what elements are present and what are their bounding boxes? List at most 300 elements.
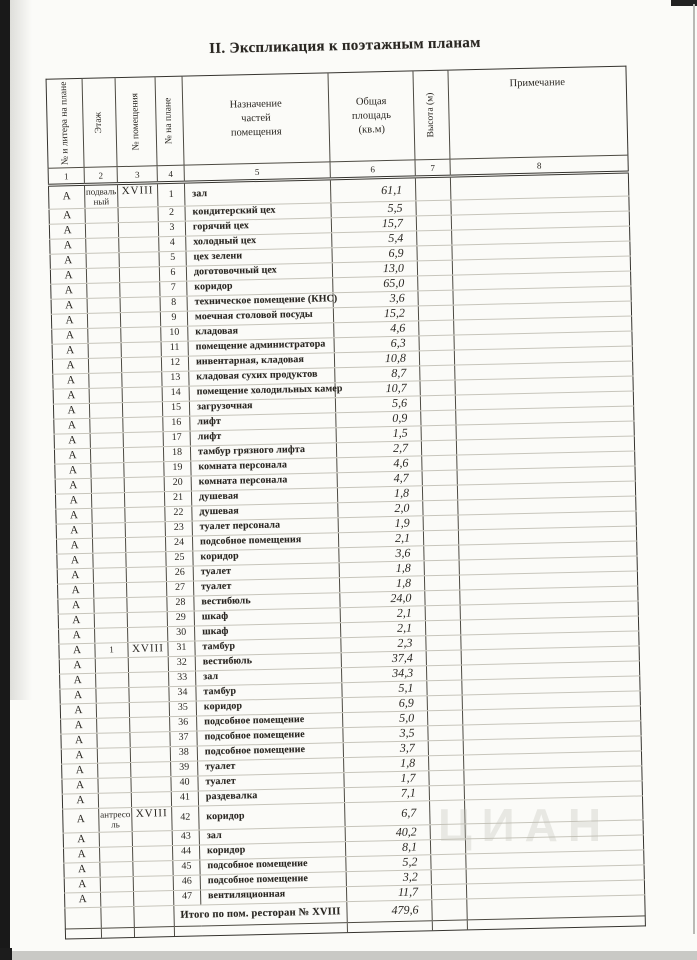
row-floor <box>86 252 119 268</box>
row-litera: А <box>58 583 94 599</box>
row-purpose: вестибюль <box>195 652 341 670</box>
row-area: 5,2 <box>346 854 431 871</box>
row-plan-number: 9 <box>160 311 187 327</box>
row-floor <box>97 732 130 748</box>
row-height <box>421 410 456 426</box>
row-purpose: комната персонала <box>191 472 337 490</box>
row-litera: А <box>53 388 89 404</box>
row-height <box>423 500 458 516</box>
row-plan-number: 19 <box>164 461 191 477</box>
row-litera: А <box>61 748 97 764</box>
row-room-number <box>130 731 170 747</box>
row-area: 40,2 <box>345 824 430 841</box>
row-height <box>415 176 451 200</box>
row-area: 61,1 <box>330 177 416 203</box>
row-area: 34,3 <box>341 665 426 682</box>
row-litera: А <box>53 403 89 419</box>
row-litera: А <box>57 553 93 569</box>
row-purpose: подсобное помещения <box>192 532 338 550</box>
row-purpose: помещение холодильных камер <box>189 382 335 400</box>
total-area: 479,6 <box>347 899 432 922</box>
row-floor <box>91 492 124 508</box>
row-height <box>416 200 451 216</box>
row-plan-number: 5 <box>159 251 186 267</box>
row-litera: А <box>55 478 91 494</box>
row-area: 1,8 <box>337 486 422 503</box>
row-plan-number: 31 <box>168 641 195 657</box>
row-area: 5,6 <box>335 396 420 413</box>
row-height <box>423 515 458 531</box>
row-area: 2,0 <box>338 501 423 518</box>
row-room-number <box>119 266 159 282</box>
row-area: 13,0 <box>332 261 417 278</box>
row-room-number <box>132 830 172 846</box>
page-title: II. Экспликация к поэтажным планам <box>208 34 481 58</box>
row-floor <box>97 717 130 733</box>
row-room-number: XVIII <box>132 806 173 831</box>
row-litera: А <box>62 778 98 794</box>
row-purpose: туалет <box>198 772 344 790</box>
row-floor <box>98 777 131 793</box>
row-litera: А <box>53 373 89 389</box>
row-litera: А <box>50 253 86 269</box>
row-room-number <box>120 281 160 297</box>
row-room-number <box>133 860 173 876</box>
row-height <box>424 545 459 561</box>
row-height <box>420 395 455 411</box>
row-floor <box>98 792 131 808</box>
scan-edge-bottom-corner <box>0 948 12 960</box>
row-room-number <box>122 371 162 387</box>
row-area: 4,7 <box>337 471 422 488</box>
row-height <box>425 620 460 636</box>
row-purpose: тамбур <box>195 637 341 655</box>
row-floor <box>90 432 123 448</box>
row-litera: А <box>62 793 98 809</box>
row-area: 3,6 <box>339 545 424 562</box>
row-litera: А <box>60 673 96 689</box>
row-room-number <box>131 791 171 807</box>
row-litera: А <box>54 433 90 449</box>
row-plan-number: 43 <box>172 830 199 846</box>
row-area: 6,9 <box>342 695 427 712</box>
row-litera: А <box>55 493 91 509</box>
row-height <box>426 635 461 651</box>
column-number: 5 <box>184 162 330 182</box>
row-floor <box>87 312 120 328</box>
row-floor <box>93 552 126 568</box>
row-area: 3,6 <box>333 291 418 308</box>
row-litera: А <box>58 613 94 629</box>
row-litera: А <box>48 184 85 208</box>
row-area: 1,8 <box>339 575 424 592</box>
row-room-number <box>125 521 165 537</box>
row-height <box>428 740 463 756</box>
row-floor <box>90 417 123 433</box>
row-floor <box>101 891 134 907</box>
row-plan-number: 41 <box>171 791 198 807</box>
row-floor <box>89 387 122 403</box>
row-purpose: коридор <box>196 697 342 715</box>
row-floor <box>88 342 121 358</box>
row-area: 4,6 <box>334 321 419 338</box>
row-plan-number: 32 <box>168 656 195 672</box>
row-area: 1,9 <box>338 516 423 533</box>
row-litera: А <box>54 448 90 464</box>
row-purpose: шкаф <box>194 607 340 625</box>
row-litera: А <box>63 847 99 863</box>
row-purpose: коридор <box>187 277 333 295</box>
row-litera: А <box>63 832 99 848</box>
row-plan-number: 3 <box>158 221 185 237</box>
row-purpose: коридор <box>199 802 346 829</box>
row-room-number <box>133 875 173 891</box>
table-section-1 <box>59 631 643 809</box>
row-room-number <box>123 446 163 462</box>
row-room-number <box>124 491 164 507</box>
row-litera: А <box>56 538 92 554</box>
row-room-number <box>126 581 166 597</box>
row-plan-number: 26 <box>166 566 193 582</box>
row-floor <box>89 402 122 418</box>
row-area: 8,1 <box>345 839 430 856</box>
row-height <box>419 335 454 351</box>
row-area: 8,7 <box>335 366 420 383</box>
row-floor <box>94 612 127 628</box>
row-room-number <box>132 845 172 861</box>
row-room-number <box>122 386 162 402</box>
row-room-number <box>129 686 169 702</box>
row-area: 6,9 <box>332 246 417 263</box>
row-room-number <box>130 746 170 762</box>
row-floor <box>93 567 126 583</box>
row-area: 3,7 <box>343 740 428 757</box>
row-height <box>428 755 463 771</box>
row-floor <box>96 687 129 703</box>
row-purpose: инвентарная, кладовая <box>188 352 334 370</box>
row-area: 6,7 <box>345 800 431 826</box>
row-height <box>423 530 458 546</box>
row-floor <box>90 447 123 463</box>
row-area: 10,7 <box>335 381 420 398</box>
row-height <box>425 590 460 606</box>
row-room-number <box>119 251 159 267</box>
row-height <box>428 725 463 741</box>
row-floor <box>91 462 124 478</box>
row-plan-number: 20 <box>164 476 191 492</box>
row-area: 4,6 <box>337 456 422 473</box>
row-plan-number: 1 <box>157 182 185 206</box>
row-height <box>424 560 459 576</box>
row-room-number: XVIII <box>128 641 168 657</box>
row-area: 37,4 <box>341 650 426 667</box>
row-height <box>417 230 452 246</box>
row-purpose: зал <box>184 179 330 206</box>
row-room-number <box>123 431 163 447</box>
row-plan-number: 17 <box>163 431 190 447</box>
row-purpose: цех зелени <box>186 248 332 266</box>
row-litera: А <box>55 463 91 479</box>
row-area: 5,4 <box>332 231 417 248</box>
row-litera: А <box>54 418 90 434</box>
row-area: 3,5 <box>343 725 428 742</box>
row-area: 1,5 <box>336 426 421 443</box>
row-height <box>431 884 466 900</box>
row-litera: А <box>61 718 97 734</box>
header-floor: Этаж <box>82 78 117 168</box>
row-purpose: холодный цех <box>186 233 332 251</box>
row-purpose: загрузочная <box>189 397 335 415</box>
row-plan-number: 24 <box>165 536 192 552</box>
row-room-number <box>120 296 160 312</box>
row-purpose: лифт <box>190 412 336 430</box>
row-purpose: зал <box>196 667 342 685</box>
row-area: 3,2 <box>346 869 431 886</box>
row-purpose: туалет <box>193 577 339 595</box>
row-height <box>426 650 461 666</box>
row-area: 1,7 <box>344 770 429 787</box>
row-purpose: подсобное помещение <box>197 712 343 730</box>
row-purpose: кладовая сухих продуктов <box>189 367 335 385</box>
row-purpose: подсобное помещение <box>197 727 343 745</box>
column-number: 8 <box>450 155 628 176</box>
row-height <box>427 680 462 696</box>
row-floor <box>85 222 118 238</box>
row-floor <box>93 582 126 598</box>
row-plan-number: 34 <box>169 686 196 702</box>
column-number: 2 <box>84 167 117 185</box>
row-purpose: подсобное помещение <box>200 856 346 874</box>
row-litera: А <box>52 328 88 344</box>
row-floor <box>97 747 130 763</box>
row-area: 65,0 <box>333 276 418 293</box>
row-purpose: лифт <box>190 427 336 445</box>
table-section-0 <box>48 172 638 644</box>
row-room-number <box>127 596 167 612</box>
row-height <box>429 770 464 786</box>
row-purpose: тамбур грязного лифта <box>190 442 336 460</box>
row-floor <box>99 846 132 862</box>
row-room-number <box>121 356 161 372</box>
row-area: 1,8 <box>344 755 429 772</box>
row-purpose: горячий цех <box>185 218 331 236</box>
scan-edge-left <box>0 0 10 952</box>
row-area: 1,8 <box>339 560 424 577</box>
total-empty-height <box>432 899 467 921</box>
row-height <box>431 854 466 870</box>
row-room-number <box>126 551 166 567</box>
row-room-number <box>122 401 162 417</box>
row-purpose: туалет <box>198 757 344 775</box>
row-plan-number: 47 <box>173 890 200 906</box>
row-floor <box>88 327 121 343</box>
row-purpose: тамбур <box>196 682 342 700</box>
row-plan-number: 11 <box>161 341 188 357</box>
row-litera: А <box>52 358 88 374</box>
row-purpose: коридор <box>193 547 339 565</box>
row-purpose: подсобное помещение <box>200 871 346 889</box>
row-room-number <box>121 326 161 342</box>
row-purpose: подсобное помещение <box>197 742 343 760</box>
row-litera: А <box>58 598 94 614</box>
row-plan-number: 39 <box>171 761 198 777</box>
row-area: 15,7 <box>331 216 416 233</box>
row-height <box>420 380 455 396</box>
row-room-number <box>118 221 158 237</box>
row-litera: А <box>63 808 100 833</box>
row-purpose: раздевалка <box>198 787 344 805</box>
row-area: 2,1 <box>340 620 425 637</box>
row-purpose: зал <box>199 826 345 844</box>
row-height <box>416 215 451 231</box>
row-room-number <box>126 566 166 582</box>
row-plan-number: 22 <box>165 506 192 522</box>
row-litera: А <box>64 877 100 893</box>
row-height <box>418 275 453 291</box>
row-floor <box>85 207 118 223</box>
row-litera: А <box>51 313 87 329</box>
row-floor <box>88 357 121 373</box>
row-floor: 1 <box>95 642 128 658</box>
row-litera: А <box>49 223 85 239</box>
row-purpose: вентиляционная <box>200 886 346 904</box>
row-plan-number: 7 <box>160 281 187 297</box>
row-area: 0,9 <box>336 411 421 428</box>
row-room-number <box>129 701 169 717</box>
row-plan-number: 16 <box>163 416 190 432</box>
table-header <box>46 66 628 185</box>
row-plan-number: 37 <box>170 731 197 747</box>
row-room-number <box>124 461 164 477</box>
total-empty-floor <box>101 906 134 928</box>
row-height <box>418 305 453 321</box>
row-floor <box>87 282 120 298</box>
row-plan-number: 23 <box>165 521 192 537</box>
row-litera: А <box>56 508 92 524</box>
row-purpose: душевая <box>192 502 338 520</box>
row-area: 5,0 <box>342 710 427 727</box>
row-litera: А <box>64 862 100 878</box>
row-height <box>421 440 456 456</box>
row-room-number <box>128 656 168 672</box>
row-floor <box>98 762 131 778</box>
total-label: Итого по пом. ресторан № XVIII <box>174 901 347 926</box>
row-height <box>419 350 454 366</box>
row-area: 2,7 <box>336 441 421 458</box>
row-floor <box>100 876 133 892</box>
row-purpose: комната персонала <box>191 457 337 475</box>
row-plan-number: 4 <box>159 236 186 252</box>
row-height <box>420 365 455 381</box>
row-litera: А <box>51 298 87 314</box>
row-floor <box>95 657 128 673</box>
row-purpose: помещение администратора <box>188 337 334 355</box>
row-floor <box>96 672 129 688</box>
row-plan-number: 8 <box>160 296 187 312</box>
row-room-number <box>124 476 164 492</box>
row-purpose: моечная столовой посуды <box>187 307 333 325</box>
row-room-number <box>125 536 165 552</box>
row-plan-number: 40 <box>171 776 198 792</box>
header-note: Примечание <box>448 66 628 159</box>
row-purpose: душевая <box>191 487 337 505</box>
header-height: Высота (м) <box>413 70 450 160</box>
row-litera: А <box>60 688 96 704</box>
row-room-number <box>125 506 165 522</box>
row-purpose: техническое помещение (КНС) <box>187 292 333 310</box>
row-purpose: туалет персонала <box>192 517 338 535</box>
row-plan-number: 12 <box>161 356 188 372</box>
row-floor <box>92 507 125 523</box>
row-room-number <box>128 626 168 642</box>
row-floor <box>89 372 122 388</box>
row-floor: подвальный <box>84 184 118 208</box>
row-plan-number: 10 <box>161 326 188 342</box>
row-room-number <box>119 236 159 252</box>
row-height <box>431 869 466 885</box>
row-floor: антресоль <box>99 807 133 832</box>
header-plan-litera: № и литера на плане <box>46 78 84 168</box>
row-litera: А <box>49 208 85 224</box>
row-height <box>422 485 457 501</box>
row-height <box>418 290 453 306</box>
row-height <box>417 245 452 261</box>
row-floor <box>86 267 119 283</box>
column-number: 3 <box>117 166 157 184</box>
scan-edge-bottom <box>0 951 697 960</box>
row-plan-number: 35 <box>169 701 196 717</box>
row-litera: А <box>65 892 101 908</box>
row-litera: А <box>57 568 93 584</box>
total-empty-room <box>134 905 174 927</box>
row-room-number <box>130 716 170 732</box>
site-watermark: ЦИАН <box>438 799 612 851</box>
row-area: 7,1 <box>344 785 429 802</box>
row-height <box>421 425 456 441</box>
row-purpose: кладовая <box>188 322 334 340</box>
row-litera: А <box>59 658 95 674</box>
column-number: 1 <box>48 167 84 185</box>
row-plan-number: 15 <box>162 401 189 417</box>
row-plan-number: 6 <box>159 266 186 282</box>
column-number: 4 <box>157 165 184 183</box>
row-purpose: доготовочный цех <box>186 262 332 280</box>
row-plan-number: 46 <box>173 875 200 891</box>
row-floor <box>92 537 125 553</box>
header-plan-number: № на плане <box>155 76 184 166</box>
row-litera: А <box>62 763 98 779</box>
row-plan-number: 29 <box>167 611 194 627</box>
row-plan-number: 45 <box>173 860 200 876</box>
row-floor <box>92 522 125 538</box>
row-litera: А <box>59 643 95 659</box>
row-plan-number: 42 <box>172 806 200 831</box>
row-plan-number: 18 <box>163 446 190 462</box>
row-purpose: туалет <box>193 562 339 580</box>
row-plan-number: 36 <box>170 716 197 732</box>
row-litera: А <box>52 343 88 359</box>
column-number: 6 <box>330 160 415 179</box>
scan-edge-right <box>693 4 695 934</box>
row-room-number <box>129 671 169 687</box>
row-room-number <box>133 890 173 906</box>
row-floor <box>94 597 127 613</box>
row-plan-number: 21 <box>164 491 191 507</box>
row-height <box>422 455 457 471</box>
row-floor <box>86 237 119 253</box>
row-plan-number: 27 <box>166 581 193 597</box>
row-floor <box>100 861 133 877</box>
